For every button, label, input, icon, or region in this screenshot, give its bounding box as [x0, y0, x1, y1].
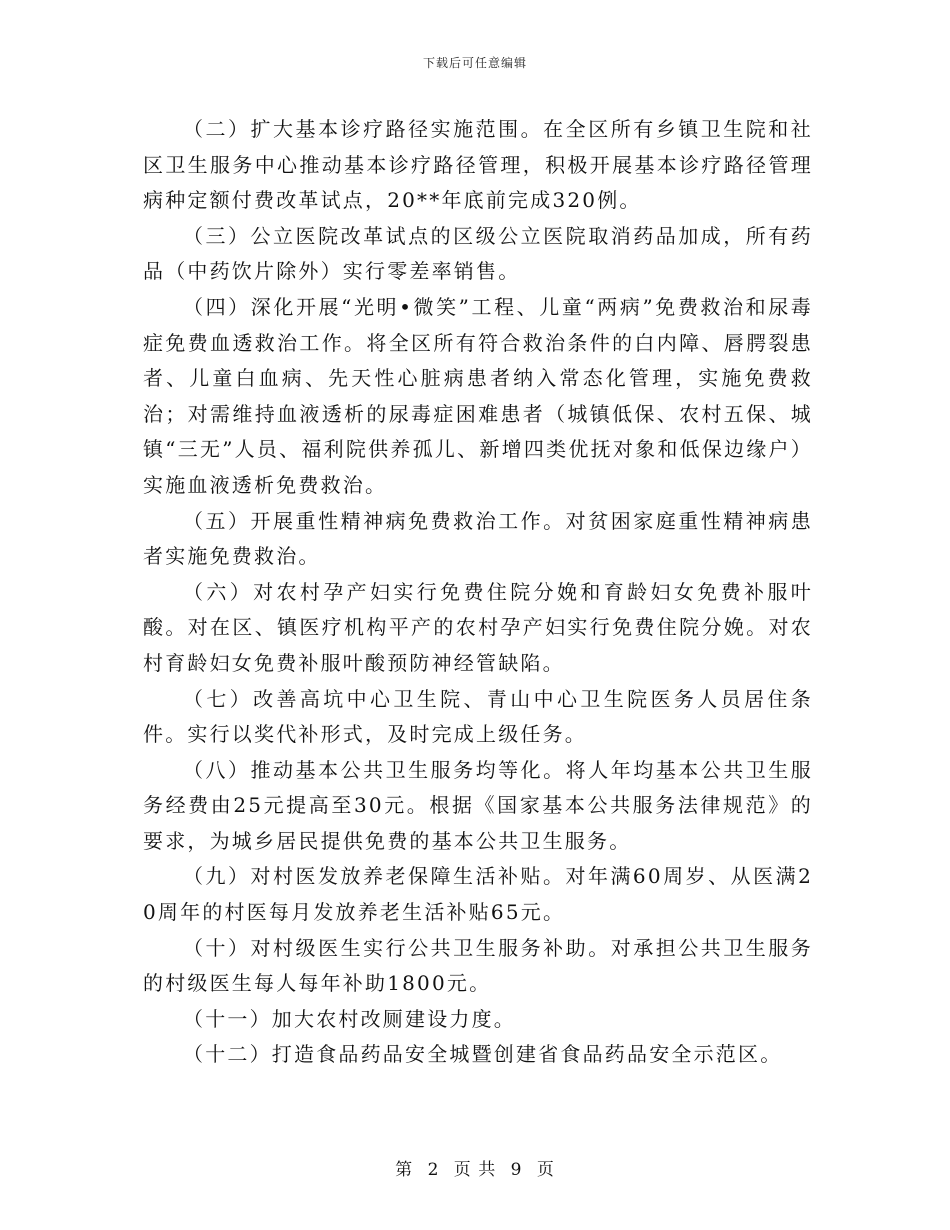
paragraph-12: （十二）打造食品药品安全城暨创建省食品药品安全示范区。: [183, 1042, 783, 1067]
page-header: 下载后可任意编辑: [422, 56, 527, 70]
paragraph-4: （四）深化开展“光明•微笑”工程、儿童“两病”免费救治和尿毒症免费血透救治工作。将全区所有符合救治条件的白内障、唇腭裂患者、儿童白血病、先天性心脏病患者纳入常态化管理，实施免费救治；对需维持血液透析的尿毒症困难患者（城镇低保、农村五保、城镇“三无”人员、福利院供养孤儿、新增四类优抚对象和低保边缘户）实施血液透析免费救治。: [143, 294, 813, 497]
page-footer: [0, 1155, 950, 1180]
paragraph-7: （七）改善高坑中心卫生院、青山中心卫生院医务人员居住条件。实行以奖代补形式，及时完成上级任务。: [143, 686, 813, 747]
paragraph-10: （十）对村级医生实行公共卫生服务补助。对承担公共卫生服务的村级医生每人每年补助1800元。: [143, 935, 813, 996]
paragraph-6: （六）对农村孕产妇实行免费住院分娩和育龄妇女免费补服叶酸。对在区、镇医疗机构平产的农村孕产妇实行免费住院分娩。对农村育龄妇女免费补服叶酸预防神经管缺陷。: [143, 579, 813, 675]
paragraph-2: （二）扩大基本诊疗路径实施范围。在全区所有乡镇卫生院和社区卫生服务中心推动基本诊疗路径管理，积极开展基本诊疗路径管理病种定额付费改革试点，20**年底前完成320例。: [143, 117, 813, 213]
footer-middle: 页 共: [453, 1160, 497, 1180]
paragraph-11: （十一）加大农村改厕建设力度。: [183, 1006, 516, 1031]
document-body: [143, 112, 813, 1073]
page-number: 2: [427, 1160, 440, 1180]
paragraph-9: （九）对村医发放养老保障生活补贴。对年满60周岁、从医满20周年的村医每月发放养老生活补贴65元。: [143, 864, 813, 925]
paragraph-3: （三）公立医院改革试点的区级公立医院取消药品加成，所有药品（中药饮片除外）实行零差率销售。: [143, 223, 813, 284]
paragraph-8: （八）推动基本公共卫生服务均等化。将人年均基本公共卫生服务经费由25元提高至30元。根据《国家基本公共服务法律规范》的要求，为城乡居民提供免费的基本公共卫生服务。: [143, 757, 813, 853]
footer-prefix: 第: [395, 1160, 414, 1180]
paragraph-5: （五）开展重性精神病免费救治工作。对贫困家庭重性精神病患者实施免费救治。: [143, 508, 813, 569]
page-total: 9: [510, 1160, 523, 1180]
footer-suffix: 页: [536, 1160, 555, 1180]
